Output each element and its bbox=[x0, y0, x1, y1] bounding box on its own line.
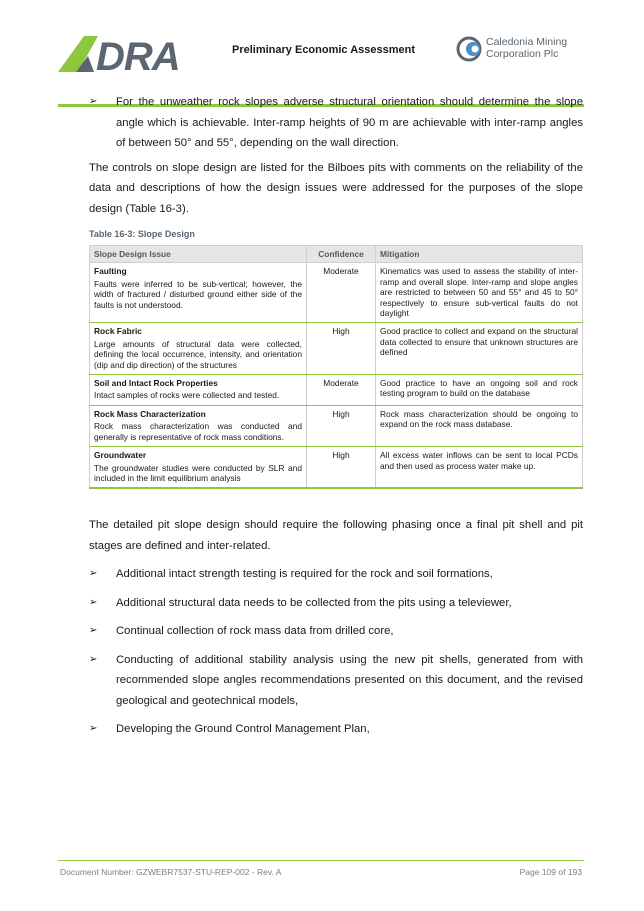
issue-title: Rock Fabric bbox=[94, 326, 142, 337]
issue-title: Faulting bbox=[94, 266, 127, 277]
column-header: Slope Design Issue bbox=[90, 246, 307, 263]
issue-title: Groundwater bbox=[94, 450, 147, 461]
bullet-text: Continual collection of rock mass data from drilled core, bbox=[116, 625, 394, 638]
issue-cell bbox=[90, 405, 307, 446]
issue-cell bbox=[90, 447, 307, 489]
issue-description: Intact samples of rocks were collected and tested. bbox=[94, 390, 280, 401]
table-row bbox=[90, 447, 583, 489]
issue-description: Faults were inferred to be sub-vertical; however, the width of fractured / disturbed ground either side of the faults is not understood. bbox=[94, 278, 302, 310]
mitigation-cell: All excess water inflows can be sent to local PCDs and then used as process water make up. bbox=[376, 447, 583, 489]
footer-rule bbox=[58, 860, 584, 861]
page-content bbox=[89, 92, 583, 740]
paragraph: The detailed pit slope design should require the following phasing once a final pit shell and pit stages are defined and inter-related. bbox=[89, 519, 583, 552]
bullet-item bbox=[89, 719, 583, 740]
paragraph: The controls on slope design are listed for the Bilboes pits with comments on the reliability of the data and descriptions of how the design issues were addressed for the purposes of the slope design (Table 16-3). bbox=[89, 161, 583, 215]
page-header bbox=[0, 28, 644, 80]
bullet-text: Developing the Ground Control Management Plan, bbox=[116, 723, 370, 736]
issue-cell bbox=[90, 263, 307, 323]
table-row bbox=[90, 323, 583, 375]
issue-cell bbox=[90, 323, 307, 375]
caledonia-emblem-icon bbox=[456, 36, 484, 62]
issue-title: Soil and Intact Rock Properties bbox=[94, 378, 218, 389]
issue-description: Rock mass characterization was conducted and generally is representative of rock mass conditions. bbox=[94, 421, 302, 442]
bullet-text: Additional structural data needs to be collected from the pits using a televiewer, bbox=[116, 596, 512, 609]
bullet-text: For the unweather rock slopes adverse structural orientation should determine the slope angle which is achievable. Inter-ramp heights of 90 m are achievable with inter-ramp angles of between 50° and 55°, depending on the wall direction. bbox=[116, 96, 583, 149]
confidence-cell: Moderate bbox=[307, 375, 376, 406]
bullet-item bbox=[89, 564, 583, 585]
table-caption: Table 16-3: Slope Design bbox=[89, 229, 195, 239]
table-header-row bbox=[90, 246, 583, 263]
bullet-text: Additional intact strength testing is required for the rock and soil formations, bbox=[116, 568, 493, 581]
column-header: Mitigation bbox=[376, 246, 583, 263]
mitigation-cell: Good practice to collect and expand on the structural data collected to ensure that unknown structures are defined bbox=[376, 323, 583, 375]
page-number: Page 109 of 193 bbox=[519, 867, 582, 877]
arrow-bullet-icon: ➢ bbox=[89, 596, 98, 608]
caledonia-logo bbox=[456, 36, 568, 67]
arrow-bullet-icon: ➢ bbox=[89, 653, 98, 665]
caledonia-name: Caledonia Mining bbox=[486, 36, 568, 48]
document-number: Document Number: GZWEBR7537-STU-REP-002 - Rev. A bbox=[60, 867, 282, 877]
confidence-cell: High bbox=[307, 405, 376, 446]
bullet-text: Conducting of additional stability analysis using the new pit shells, generated from with recommended slope angles recommendations presented on this document, and the revised geological and geotechnical models, bbox=[116, 653, 583, 707]
dra-logo bbox=[58, 32, 198, 76]
arrow-bullet-icon: ➢ bbox=[89, 723, 98, 735]
confidence-cell: High bbox=[307, 447, 376, 489]
arrow-bullet-icon: ➢ bbox=[89, 568, 98, 580]
header-title: Preliminary Economic Assessment bbox=[232, 44, 416, 56]
confidence-cell: Moderate bbox=[307, 263, 376, 323]
arrow-bullet-icon: ➢ bbox=[89, 625, 98, 637]
confidence-cell: High bbox=[307, 323, 376, 375]
svg-text:DRA: DRA bbox=[96, 35, 180, 76]
bullet-item bbox=[89, 650, 583, 712]
issue-description: The groundwater studies were conducted by SLR and included in the limit equilibrium analysis bbox=[94, 462, 302, 483]
bullet-item bbox=[89, 621, 583, 642]
caledonia-corp: Corporation Plc bbox=[486, 48, 559, 60]
bullet-item bbox=[89, 593, 583, 614]
mitigation-cell: Kinematics was used to assess the stability of inter-ramp and overall slope. Inter-ramp and slope angles are restricted to between 50 and 55° and 45 to 50° respectively to ensure sub-vertical faults do not daylight bbox=[376, 263, 583, 323]
issue-title: Rock Mass Characterization bbox=[94, 408, 206, 419]
column-header: Confidence bbox=[307, 246, 376, 263]
mitigation-cell: Good practice to have an ongoing soil and rock testing program to build on the database bbox=[376, 375, 583, 406]
arrow-bullet-icon: ➢ bbox=[89, 96, 98, 107]
table-row bbox=[90, 375, 583, 406]
table-row bbox=[90, 405, 583, 446]
issue-description: Large amounts of structural data were collected, defining the local occurrence, intensity, and orientation (dip and dip direction) of the structures bbox=[94, 338, 302, 370]
issue-cell bbox=[90, 375, 307, 406]
mitigation-cell: Rock mass characterization should be ongoing to expand on the rock mass database. bbox=[376, 405, 583, 446]
slope-design-table bbox=[89, 245, 583, 489]
bullet-item bbox=[89, 92, 583, 154]
table-row bbox=[90, 263, 583, 323]
